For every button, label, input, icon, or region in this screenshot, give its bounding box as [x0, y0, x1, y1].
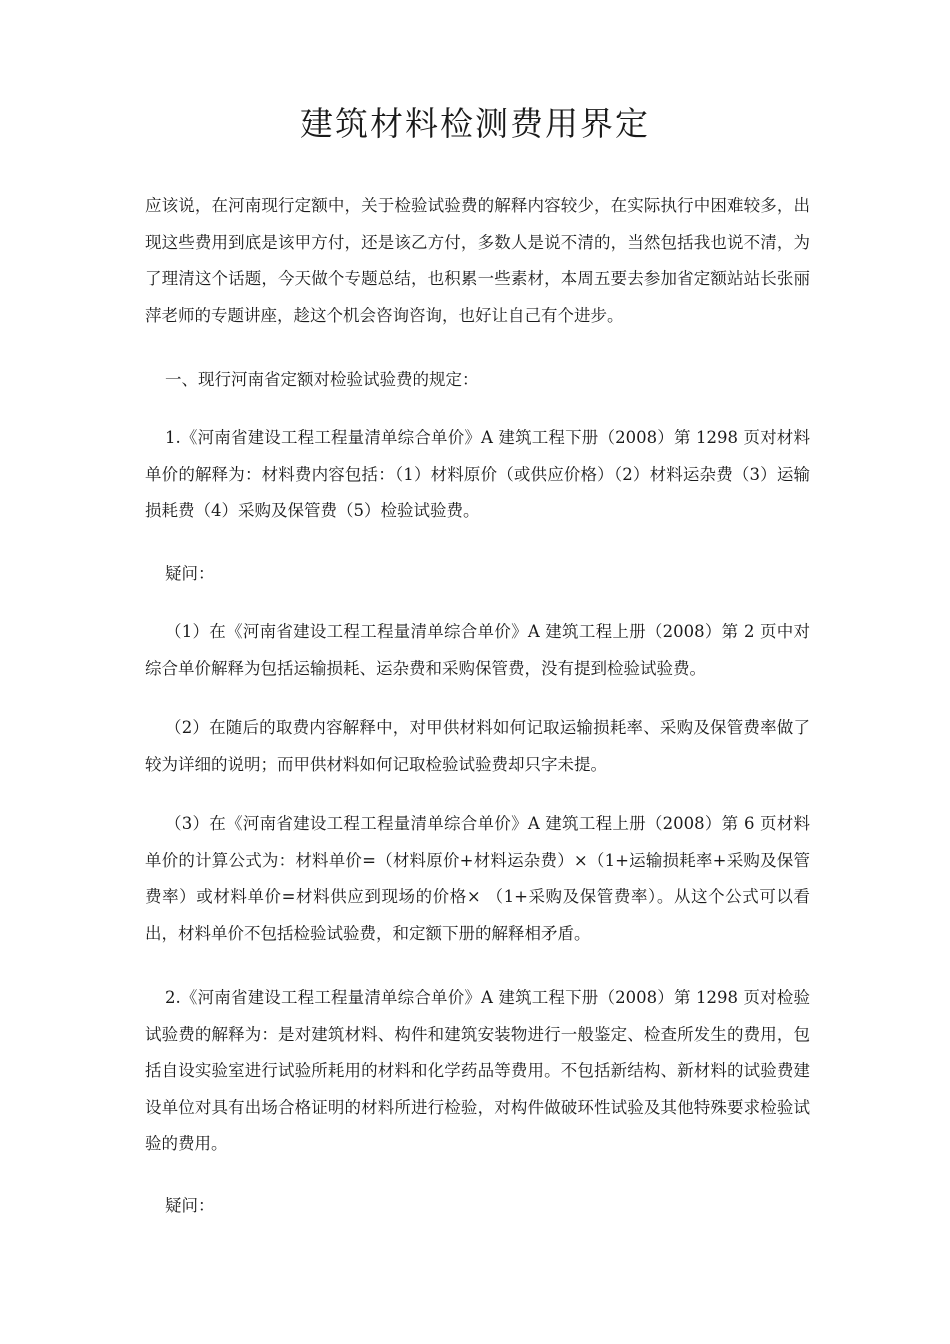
intro-paragraph: 应该说，在河南现行定额中，关于检验试验费的解释内容较少，在实际执行中困难较多，出现这些费用到底是该甲方付，还是该乙方付，多数人是说不清的，当然包括我也说不清，为了理清这个话题，今天做个专题总结，也积累一些素材，本周五要去参加省定额站站长张丽萍老师的专题讲座，趁这个机会咨询咨询，也好让自己有个进步。: [145, 196, 810, 325]
clause-2-paragraph: 2.《河南省建设工程工程量清单综合单价》A 建筑工程下册（2008）第 1298 页对检验试验费的解释为：是对建筑材料、构件和建筑安装物进行一般鉴定、检查所发生的费用，包括自设实验室进行试验所耗用的材料和化学药品等费用。不包括新结构、新材料的试验费建设单位对具有出场合格证明的材料所进行检验，对构件做破环性试验及其他特殊要求检验试验的费用。: [145, 988, 810, 1153]
document-title: 建筑材料检测费用界定: [300, 104, 650, 143]
question-label-2: 疑问：: [165, 1196, 215, 1215]
question-3-paragraph: （3）在《河南省建设工程工程量清单综合单价》A 建筑工程上册（2008）第 6 页材料单价的计算公式为：材料单价=（材料原价+材料运杂费）×（1+运输损耗率+采购及保管费率）或材料单价=材料供应到现场的价格× （1+采购及保管费率）。从这个公式可以看出，材料单价不包括检验试验费，和定额下册的解释相矛盾。: [145, 814, 810, 943]
question-1-paragraph: （1）在《河南省建设工程工程量清单综合单价》A 建筑工程上册（2008）第 2 页中对综合单价解释为包括运输损耗、运杂费和采购保管费，没有提到检验试验费。: [145, 622, 810, 678]
section-heading: 一、现行河南省定额对检验试验费的规定：: [165, 370, 479, 389]
question-2-paragraph: （2）在随后的取费内容解释中，对甲供材料如何记取运输损耗率、采购及保管费率做了较为详细的说明；而甲供材料如何记取检验试验费却只字未提。: [145, 718, 810, 774]
clause-1-paragraph: 1.《河南省建设工程工程量清单综合单价》A 建筑工程下册（2008）第 1298 页对材料单价的解释为：材料费内容包括：（1）材料原价（或供应价格）（2）材料运杂费（3）运输损耗费（4）采购及保管费（5）检验试验费。: [145, 428, 810, 520]
question-label: 疑问：: [165, 564, 215, 583]
